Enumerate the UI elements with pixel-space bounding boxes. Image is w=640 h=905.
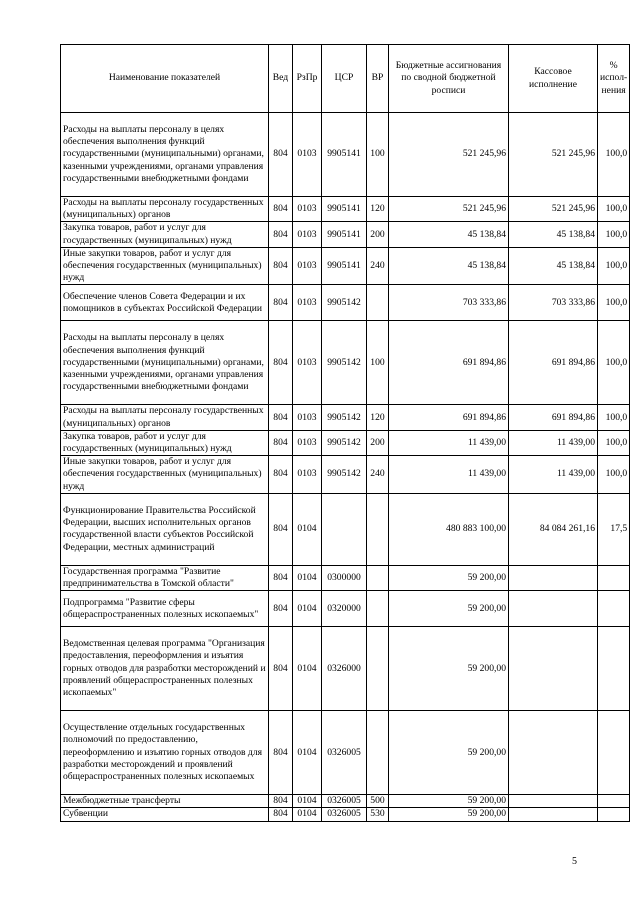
row-ved: 804 [269, 197, 293, 222]
row-plan: 45 138,84 [389, 247, 509, 285]
table-row [61, 405, 630, 430]
table-row [61, 430, 630, 455]
table-row [61, 808, 630, 821]
row-rzpr: 0103 [293, 285, 322, 321]
row-csr: 9905141 [322, 222, 367, 247]
row-name: Расходы на выплаты персоналу государственных (муниципальных) органов [61, 405, 269, 430]
row-vr: 100 [367, 321, 389, 405]
table-row [61, 456, 630, 494]
row-pct [598, 711, 630, 795]
row-csr: 0300000 [322, 565, 367, 590]
row-ved: 804 [269, 405, 293, 430]
row-rzpr: 0103 [293, 113, 322, 197]
table-row [61, 627, 630, 711]
header-vr: ВР [367, 45, 389, 113]
row-pct [598, 795, 630, 808]
row-rzpr: 0104 [293, 591, 322, 627]
row-pct: 17,5 [598, 493, 630, 565]
row-vr [367, 711, 389, 795]
table-row [61, 493, 630, 565]
table-row [61, 711, 630, 795]
row-ved: 804 [269, 430, 293, 455]
row-csr: 9905141 [322, 113, 367, 197]
row-pct: 100,0 [598, 247, 630, 285]
row-ved: 804 [269, 285, 293, 321]
row-name: Подпрограмма "Развитие сферы общераспространенных полезных ископаемых" [61, 591, 269, 627]
row-pct: 100,0 [598, 197, 630, 222]
row-name: Иные закупки товаров, работ и услуг для обеспечения государственных (муниципальных) нужд [61, 247, 269, 285]
row-rzpr: 0104 [293, 627, 322, 711]
header-pct: % испол-нения [598, 45, 630, 113]
header-fact: Кассовое исполнение [509, 45, 598, 113]
row-ved: 804 [269, 795, 293, 808]
header-csr: ЦСР [322, 45, 367, 113]
row-vr: 240 [367, 456, 389, 494]
row-plan: 59 200,00 [389, 591, 509, 627]
row-name: Межбюджетные трансферты [61, 795, 269, 808]
row-csr: 9905141 [322, 197, 367, 222]
row-ved: 804 [269, 808, 293, 821]
row-rzpr: 0103 [293, 222, 322, 247]
row-name: Осуществление отдельных государственных полномочий по предоставлению, переоформлению и изъятию горных отводов для разработки месторождений и проявлений общераспространенных полезных ископаемых [61, 711, 269, 795]
row-fact: 84 084 261,16 [509, 493, 598, 565]
row-name: Иные закупки товаров, работ и услуг для обеспечения государственных (муниципальных) нужд [61, 456, 269, 494]
row-rzpr: 0103 [293, 405, 322, 430]
row-ved: 804 [269, 627, 293, 711]
row-csr: 9905142 [322, 430, 367, 455]
budget-table [60, 44, 630, 822]
row-fact: 45 138,84 [509, 222, 598, 247]
row-name: Субвенции [61, 808, 269, 821]
row-rzpr: 0104 [293, 493, 322, 565]
row-plan: 11 439,00 [389, 456, 509, 494]
row-vr: 200 [367, 222, 389, 247]
row-ved: 804 [269, 493, 293, 565]
row-plan: 59 200,00 [389, 711, 509, 795]
table-row [61, 285, 630, 321]
table-row [61, 321, 630, 405]
row-pct [598, 591, 630, 627]
page-number: 5 [572, 856, 577, 867]
row-pct [598, 565, 630, 590]
row-vr [367, 285, 389, 321]
row-plan: 521 245,96 [389, 113, 509, 197]
row-vr: 120 [367, 197, 389, 222]
table-row [61, 113, 630, 197]
row-vr [367, 591, 389, 627]
row-rzpr: 0104 [293, 565, 322, 590]
row-rzpr: 0103 [293, 321, 322, 405]
row-plan: 521 245,96 [389, 197, 509, 222]
row-csr: 9905141 [322, 247, 367, 285]
row-fact: 521 245,96 [509, 197, 598, 222]
row-plan: 59 200,00 [389, 565, 509, 590]
row-pct [598, 627, 630, 711]
row-vr: 120 [367, 405, 389, 430]
row-rzpr: 0103 [293, 247, 322, 285]
row-plan: 45 138,84 [389, 222, 509, 247]
row-pct: 100,0 [598, 113, 630, 197]
row-vr [367, 565, 389, 590]
row-vr: 200 [367, 430, 389, 455]
row-fact [509, 808, 598, 821]
row-ved: 804 [269, 247, 293, 285]
row-fact: 703 333,86 [509, 285, 598, 321]
row-fact: 45 138,84 [509, 247, 598, 285]
row-fact: 691 894,86 [509, 405, 598, 430]
row-plan: 59 200,00 [389, 808, 509, 821]
row-rzpr: 0103 [293, 456, 322, 494]
row-name: Расходы на выплаты персоналу в целях обеспечения выполнения функций государственными (муниципальными) органами, казенными учреждениями, органами управления государственными внебюджетными фондами [61, 321, 269, 405]
row-csr: 9905142 [322, 405, 367, 430]
row-pct: 100,0 [598, 321, 630, 405]
row-vr [367, 627, 389, 711]
row-csr: 0326005 [322, 808, 367, 821]
row-name: Обеспечение членов Совета Федерации и их помощников в субъектах Российской Федерации [61, 285, 269, 321]
row-fact: 11 439,00 [509, 456, 598, 494]
row-name: Функционирование Правительства Российской Федерации, высших исполнительных органов государственной власти субъектов Российской Федерации, местных администраций [61, 493, 269, 565]
row-pct: 100,0 [598, 456, 630, 494]
row-plan: 703 333,86 [389, 285, 509, 321]
row-vr: 530 [367, 808, 389, 821]
row-fact: 691 894,86 [509, 321, 598, 405]
row-pct: 100,0 [598, 222, 630, 247]
header-ved: Вед [269, 45, 293, 113]
table-row [61, 197, 630, 222]
table-row [61, 565, 630, 590]
row-name: Государственная программа "Развитие предпринимательства в Томской области" [61, 565, 269, 590]
row-vr: 500 [367, 795, 389, 808]
row-fact [509, 795, 598, 808]
row-ved: 804 [269, 222, 293, 247]
row-name: Ведомственная целевая программа "Организация предоставления, переоформления и изъятия горных отводов для разработки месторождений и проявлений общераспространенных полезных ископаемых" [61, 627, 269, 711]
row-pct: 100,0 [598, 285, 630, 321]
row-vr: 240 [367, 247, 389, 285]
header-plan: Бюджетные ассигнования по сводной бюджетной росписи [389, 45, 509, 113]
row-fact [509, 565, 598, 590]
row-fact [509, 627, 598, 711]
row-csr: 9905142 [322, 321, 367, 405]
row-rzpr: 0104 [293, 808, 322, 821]
header-name: Наименование показателей [61, 45, 269, 113]
row-plan: 691 894,86 [389, 321, 509, 405]
row-pct: 100,0 [598, 405, 630, 430]
table-row [61, 591, 630, 627]
row-plan: 691 894,86 [389, 405, 509, 430]
row-ved: 804 [269, 113, 293, 197]
row-vr [367, 493, 389, 565]
row-csr: 0326005 [322, 795, 367, 808]
row-name: Расходы на выплаты персоналу государственных (муниципальных) органов [61, 197, 269, 222]
row-csr [322, 493, 367, 565]
header-rzpr: РзПр [293, 45, 322, 113]
row-rzpr: 0104 [293, 711, 322, 795]
row-rzpr: 0103 [293, 430, 322, 455]
row-name: Расходы на выплаты персоналу в целях обеспечения выполнения функций государственными (муниципальными) органами, казенными учреждениями, органами управления государственными внебюджетными фондами [61, 113, 269, 197]
row-csr: 0326005 [322, 711, 367, 795]
row-vr: 100 [367, 113, 389, 197]
row-ved: 804 [269, 456, 293, 494]
row-fact: 521 245,96 [509, 113, 598, 197]
table-row [61, 222, 630, 247]
row-rzpr: 0104 [293, 795, 322, 808]
row-plan: 59 200,00 [389, 795, 509, 808]
header-row [61, 45, 630, 113]
row-plan: 480 883 100,00 [389, 493, 509, 565]
row-csr: 9905142 [322, 456, 367, 494]
row-csr: 9905142 [322, 285, 367, 321]
row-fact [509, 711, 598, 795]
row-csr: 0320000 [322, 591, 367, 627]
row-fact [509, 591, 598, 627]
row-pct: 100,0 [598, 430, 630, 455]
row-name: Закупка товаров, работ и услуг для государственных (муниципальных) нужд [61, 222, 269, 247]
table-row [61, 247, 630, 285]
row-ved: 804 [269, 711, 293, 795]
row-plan: 11 439,00 [389, 430, 509, 455]
row-name: Закупка товаров, работ и услуг для государственных (муниципальных) нужд [61, 430, 269, 455]
table-row [61, 795, 630, 808]
row-ved: 804 [269, 321, 293, 405]
row-csr: 0326000 [322, 627, 367, 711]
row-ved: 804 [269, 565, 293, 590]
row-fact: 11 439,00 [509, 430, 598, 455]
row-rzpr: 0103 [293, 197, 322, 222]
row-ved: 804 [269, 591, 293, 627]
row-plan: 59 200,00 [389, 627, 509, 711]
row-pct [598, 808, 630, 821]
